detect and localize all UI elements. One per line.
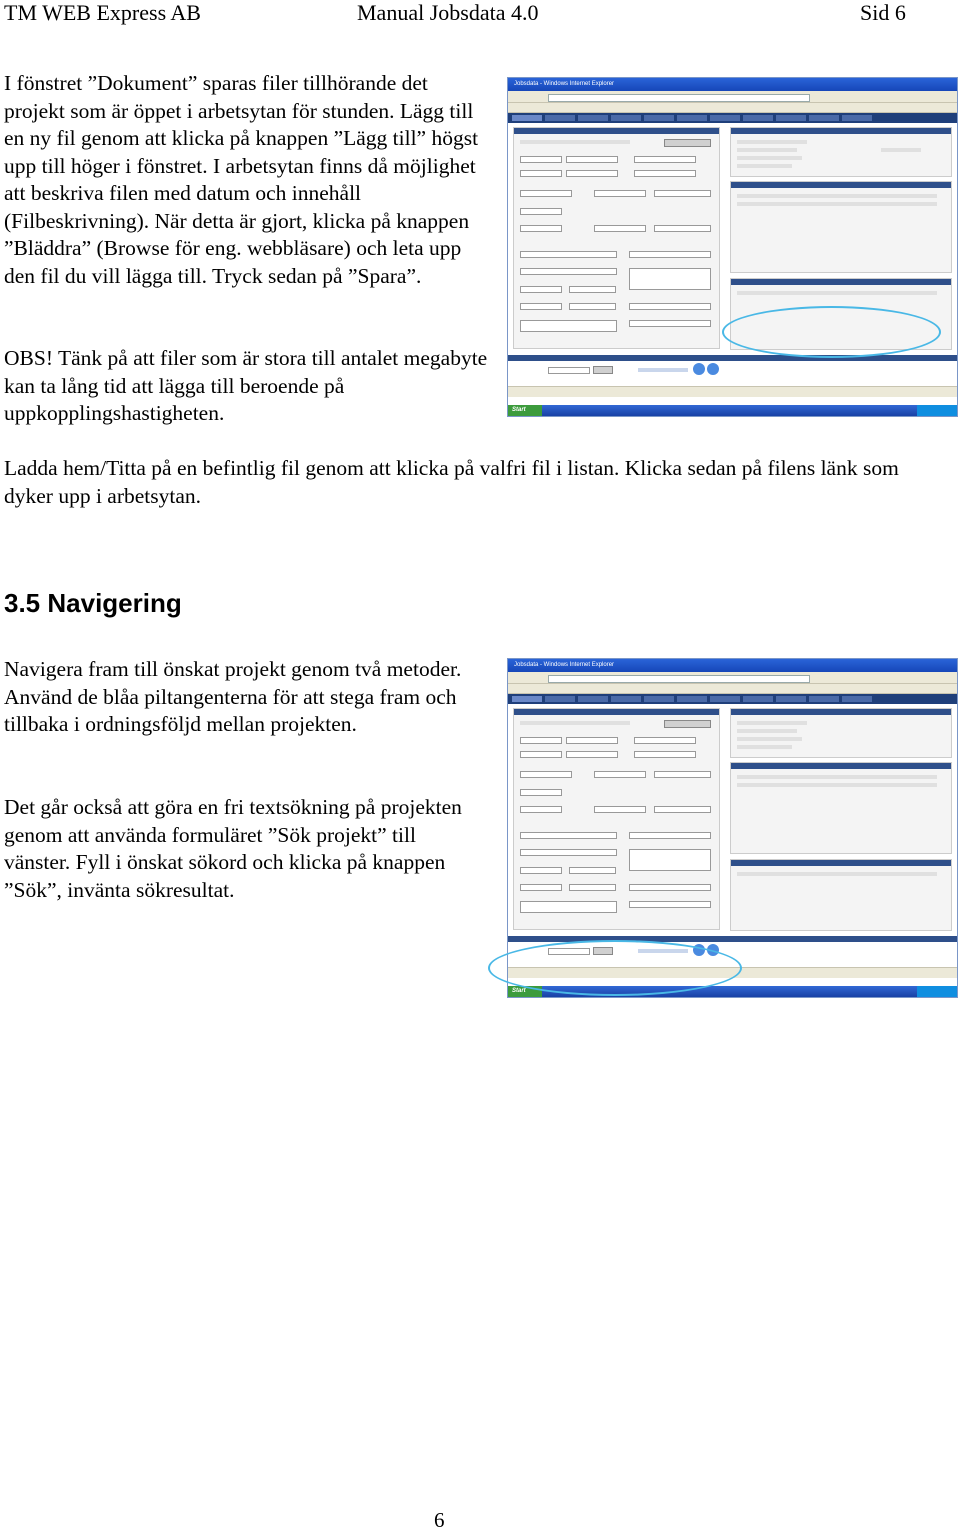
screenshot-window-title: Jobsdata - Windows Internet Explorer [508, 659, 957, 672]
highlight-oval-documents [722, 306, 941, 358]
start-button: Start [508, 405, 542, 416]
screenshot-documents [507, 77, 958, 417]
notes-pane [730, 181, 952, 273]
app-nav-menu [508, 694, 957, 704]
browser-tabs [508, 103, 957, 113]
contacts-pane [730, 708, 952, 758]
taskbar [508, 405, 957, 416]
header-page-label: Sid 6 [860, 0, 906, 25]
app-nav-menu [508, 113, 957, 123]
header-company: TM WEB Express AB [4, 0, 201, 25]
header-manual-title: Manual Jobsdata 4.0 [357, 0, 539, 25]
contacts-pane [730, 127, 952, 177]
project-pane [513, 708, 720, 930]
project-pane [513, 127, 720, 349]
footer-page-number: 6 [434, 1508, 445, 1532]
address-bar [508, 672, 957, 684]
documents-paragraph-obs: OBS! Tänk på att filer som är stora till antalet megabyte kan ta lång tid att lägga till beroende på uppkopplingshastigheten. [4, 346, 488, 425]
notes-pane [730, 762, 952, 854]
documents-paragraph-download: Ladda hem/Titta på en befintlig fil genom att klicka på valfri fil i listan. Klicka sedan på filens länk som dyker upp i arbetsytan. [4, 456, 899, 508]
browser-tabs [508, 684, 957, 694]
documents-paragraph-1: I fönstret ”Dokument” sparas filer tillhörande det projekt som är öppet i arbetsytan för stunden. Lägg till en ny fil genom att klicka på knappen ”Lägg till” högst upp till höger i fönstret. I arbetsytan finns då möjlighet att beskriva filen med datum och innehåll (Filbeskrivning). När detta är gjort, klicka på knappen ”Bläddra” (Browse för eng. webbläsare) och leta upp den fil du vill lägga till. Tryck sedan på ”Spara”. [4, 71, 479, 288]
navigation-paragraph-2: Det går också att göra en fri textsökning på projekten genom att använda formuläret ”Sök projekt” till vänster. Fyll i önskat sökord och klicka på knappen ”Sök”, invänta sökresultat. [4, 795, 462, 902]
documents-pane [730, 859, 952, 931]
highlight-oval-navigation [488, 940, 742, 996]
next-arrow-icon [707, 363, 719, 375]
navigation-paragraph-1: Navigera fram till önskat projekt genom två metoder. Använd de blåa piltangenterna för att stega fram och tillbaka i ordningsföljd mellan projekten. [4, 657, 462, 736]
section-heading-navigation: 3.5 Navigering [4, 588, 182, 618]
prev-arrow-icon [693, 363, 705, 375]
start-button: Start [508, 986, 542, 997]
address-bar [508, 91, 957, 103]
screenshot-window-title: Jobsdata - Windows Internet Explorer [508, 78, 957, 91]
